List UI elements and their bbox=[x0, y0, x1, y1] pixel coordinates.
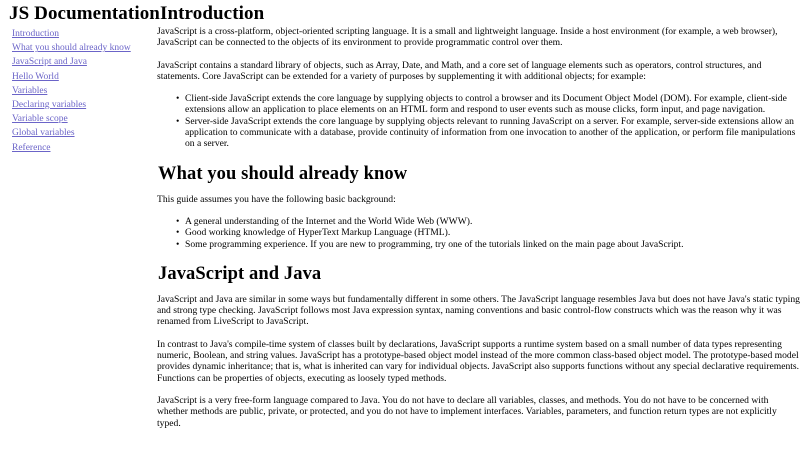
list-item bbox=[12, 111, 147, 125]
bullet-icon: • bbox=[176, 227, 180, 239]
intro-paragraph-1: JavaScript is a cross-platform, object-oriented scripting language. It is a small and lightweight language. Inside a host environment (for example, a web browser), JavaScript can be connected to the objects of its environment to provide programmatic control over them. bbox=[157, 26, 778, 49]
list-item-text: Client-side JavaScript extends the core language by supplying objects to control a browser and its Document Object Model (DOM). For example, client-side extensions allow an application to place elements on an HTML form and respond to user events such as mouse clicks, form input, and page navigation. bbox=[185, 93, 787, 116]
bullet-icon: • bbox=[176, 215, 180, 227]
sidebar-item-declaring-variables[interactable]: Declaring variables bbox=[12, 100, 87, 111]
list-item bbox=[176, 215, 800, 227]
site-title: JS Documentation bbox=[9, 3, 160, 24]
bullet-icon: • bbox=[176, 93, 180, 105]
sidebar-item-variable-scope[interactable]: Variable scope bbox=[12, 114, 68, 125]
list-item bbox=[12, 69, 147, 83]
sidebar-item-hello-world[interactable]: Hello World bbox=[12, 71, 59, 82]
list-item bbox=[176, 115, 800, 150]
list-item bbox=[12, 97, 147, 111]
list-item bbox=[12, 83, 147, 97]
intro-paragraph-2: JavaScript contains a standard library of objects, such as Array, Date, and Math, and a core set of language elements such as operators, control structures, and statements. Core JavaScript can be extended for a variety of purposes by supplementing it with additional objects; for example: bbox=[157, 59, 762, 82]
section-heading-javascript-and-java: JavaScript and Java bbox=[158, 263, 322, 284]
list-item bbox=[12, 40, 147, 54]
section-heading-already-know: What you should already know bbox=[158, 163, 408, 184]
javascript-and-java-paragraph-3: JavaScript is a very free-form language compared to Java. You do not have to declare all variables, classes, and methods. You do not have to be concerned with whether methods are public, private, or protected, and you do not have to implement interfaces. Variables, parameters, and function return types are not explicitly typed. bbox=[157, 394, 777, 429]
sidebar-nav-list bbox=[12, 26, 147, 154]
sidebar-item-introduction[interactable]: Introduction bbox=[12, 29, 59, 39]
sidebar-item-global-variables[interactable]: Global variables bbox=[12, 128, 75, 139]
sidebar-item-what-you-should-already-know[interactable]: What you should already know bbox=[12, 43, 131, 54]
sidebar-item-variables[interactable]: Variables bbox=[12, 85, 48, 96]
already-know-bullet-list bbox=[157, 216, 800, 250]
bullet-icon: • bbox=[176, 238, 180, 250]
list-item bbox=[12, 140, 147, 154]
list-item bbox=[12, 54, 147, 68]
already-know-paragraph-1: This guide assumes you have the following basic background: bbox=[157, 193, 396, 205]
page-title-row bbox=[0, 0, 800, 24]
list-item-text: Some programming experience. If you are new to programming, try one of the tutorials linked on the main page about JavaScript. bbox=[185, 238, 684, 250]
list-item bbox=[12, 125, 147, 139]
list-item-text: Server-side JavaScript extends the core language by supplying objects relevant to running JavaScript on a server. For example, server-side extensions allow an application to communicate with a database, provide continuity of information from one invocation to another of the application, or perform file manipulations on a server. bbox=[185, 115, 796, 150]
javascript-and-java-paragraph-1: JavaScript and Java are similar in some ways but fundamentally different in some others. The JavaScript language resembles Java but does not have Java's static typing and strong type checking. JavaScript follows most Java expression syntax, naming conventions and basic control-flow constructs which was the reason why it was renamed from LiveScript to JavaScript. bbox=[157, 293, 800, 328]
list-item bbox=[176, 238, 800, 250]
list-item-text: A general understanding of the Internet and the World Wide Web (WWW). bbox=[185, 215, 473, 227]
bullet-icon: • bbox=[176, 115, 180, 127]
javascript-and-java-paragraph-2: In contrast to Java's compile-time system of classes built by declarations, JavaScript supports a runtime system based on a small number of data types representing numeric, Boolean, and string values. JavaScript has a prototype-based object model instead of the more common class-based object model. The prototype-based model provides dynamic inheritance; that is, what is inherited can vary for individual objects. JavaScript also supports functions without any special declarative requirements. Functions can be properties of objects, executing as loosely typed methods. bbox=[157, 338, 800, 384]
list-item-text: Good working knowledge of HyperText Markup Language (HTML). bbox=[185, 227, 451, 239]
sidebar-item-reference[interactable]: Reference bbox=[12, 142, 51, 153]
sidebar-item-javascript-and-java[interactable]: JavaScript and Java bbox=[12, 57, 87, 68]
intro-bullet-list bbox=[157, 93, 800, 149]
main-content bbox=[157, 26, 800, 440]
list-item bbox=[176, 227, 800, 239]
list-item bbox=[12, 26, 147, 40]
list-item bbox=[176, 93, 800, 116]
section-heading-introduction: Introduction bbox=[159, 3, 265, 24]
sidebar-nav bbox=[12, 26, 147, 154]
